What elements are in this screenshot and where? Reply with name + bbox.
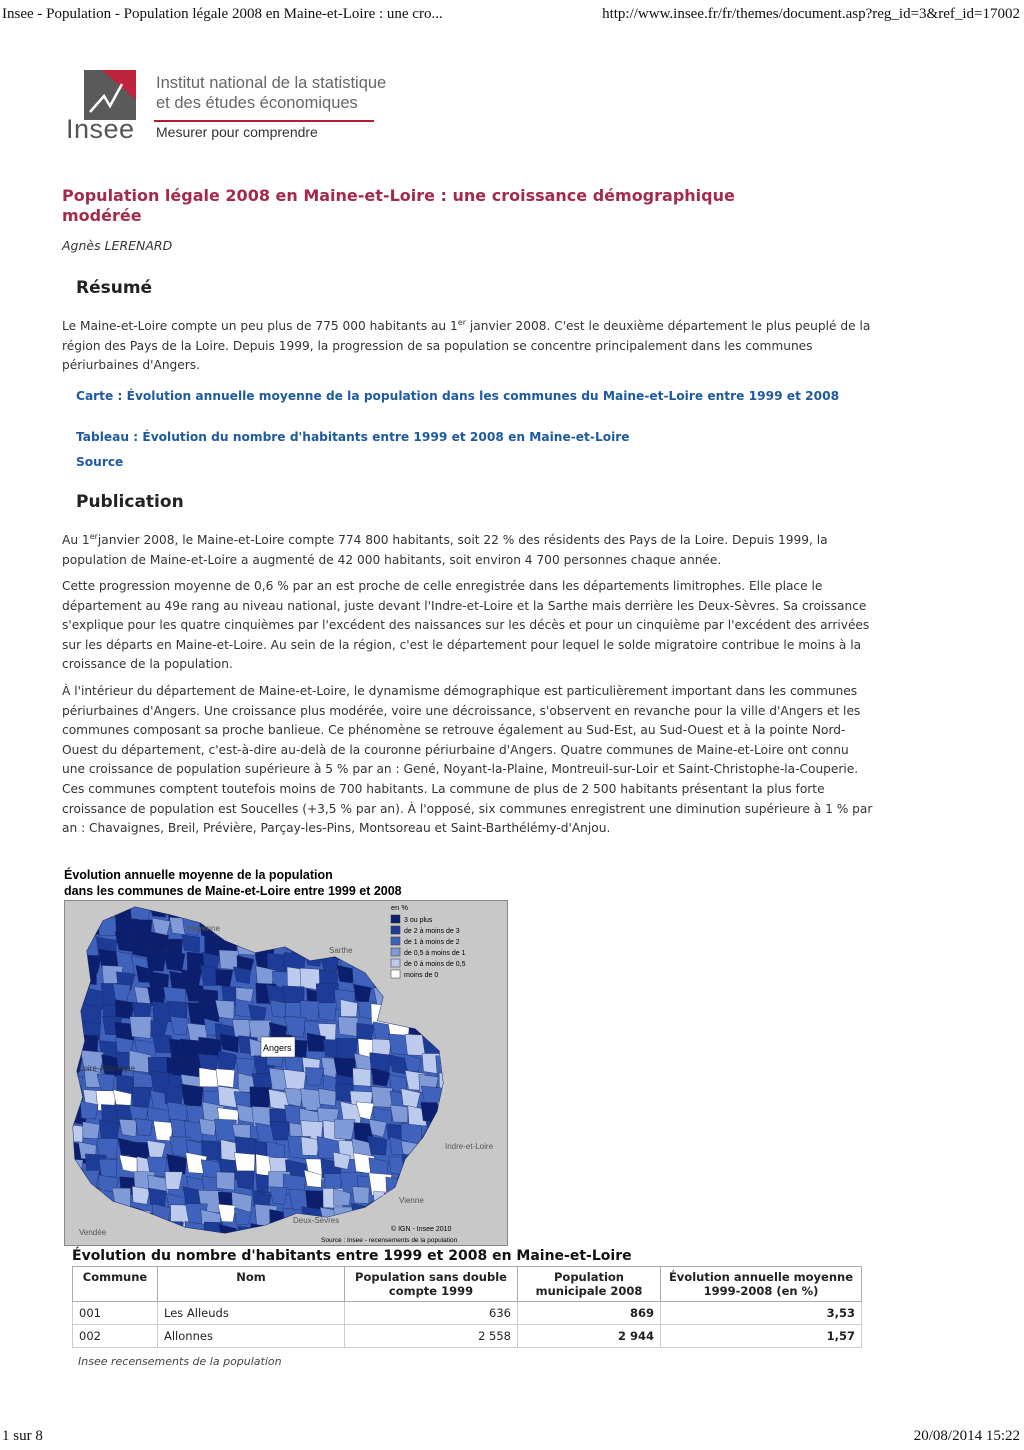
col-header-pop-1999: Population sans double compte 1999 <box>345 1267 518 1302</box>
publication-paragraph-1: Au 1erjanvier 2008, le Maine-et-Loire compte 774 800 habitants, soit 22 % des résidents des Pays de la Loire. Depuis 1999, la population de Maine-et-Loire a augmenté de 42 000 habitants, soit environ 4 700 personnes chaque année. <box>62 531 828 567</box>
commune-area <box>219 950 239 970</box>
cell-nom: Allonnes <box>158 1325 345 1348</box>
publication-heading: Publication <box>76 492 184 512</box>
commune-area <box>353 1068 371 1086</box>
map-source: Source : Insee - recensements de la population <box>321 1237 458 1244</box>
resume-paragraph: Le Maine-et-Loire compte un peu plus de 775 000 habitants au 1er janvier 2008. C'est le deuxième département le plus peuplé de la région des Pays de la Loire. Depuis 1999, la progression de sa population se concentre principalement dans les communes périurbaines d'Angers. <box>62 317 871 373</box>
angers-label: Angers <box>263 1043 292 1053</box>
commune-area <box>318 1003 336 1021</box>
commune-area <box>372 1087 393 1108</box>
link-carte[interactable]: Carte : Évolution annuelle moyenne de la population dans les communes du Maine-et-Loire entre 1999 et 2008 <box>76 389 840 403</box>
neighbor-vienne-label: Vienne <box>399 1196 424 1205</box>
neighbor-loire-atlantique-label: Loire-Atlantique <box>79 1064 136 1073</box>
neighbor-vendee-label: Vendée <box>79 1228 107 1237</box>
logo-divider <box>154 120 374 122</box>
institute-name-line2: et des études économiques <box>156 94 358 112</box>
commune-area <box>215 970 233 988</box>
legend-swatch <box>391 937 400 945</box>
legend-unit: en % <box>391 903 409 912</box>
publication-paragraph-3: À l'intérieur du département de Maine-et-Loire, le dynamisme démographique est particulièrement important dans les communes périurbaines d'Angers. Une croissance plus modérée, voire une décroissance, s'observent en revanche pour la ville d'Angers et les communes composant sa proche banlieue. Ce phénomène se retrouve également au Sud-Est, au Sud-Ouest et à la pointe Nord-Ouest du département, c'est-à-dire au-delà de la couronne périurbaine d'Angers. Quatre communes de Maine-et-Loire ont connu une croissance de population supérieure à 5 % par an : Gené, Noyant-la-Plaine, Montreuil-sur-Loir et Saint-Christophe-la-Couperie. Ces communes comptent toutefois moins de 700 habitants. La commune de plus de 2 500 habitants présentant la plus forte croissance de population est Soucelles (+3,5 % par an). À l'opposé, six communes enregistrent une diminution supérieure à 1 % par an : Chavaignes, Breil, Prévière, Parçay-les-Pins, Montsoreau et Saint-Barthélémy-d'Anjou. <box>62 684 873 836</box>
col-header-commune: Commune <box>73 1267 158 1302</box>
commune-area <box>148 1188 167 1207</box>
cell-evolution: 1,57 <box>661 1325 862 1348</box>
legend-label: de 0 à moins de 0,5 <box>404 961 466 968</box>
legend-swatch <box>391 948 400 956</box>
neighbor-indre-et-loire-label: Indre-et-Loire <box>445 1142 494 1151</box>
legend-swatch <box>391 970 400 978</box>
commune-area <box>232 1019 250 1037</box>
link-tableau[interactable]: Tableau : Évolution du nombre d'habitants entre 1999 et 2008 en Maine-et-Loire <box>76 430 630 444</box>
commune-area <box>135 1118 152 1135</box>
legend-label: de 2 à moins de 3 <box>404 928 460 935</box>
institute-name-line1: Institut national de la statistique <box>156 74 387 92</box>
logo-tagline: Mesurer pour comprendre <box>156 124 318 140</box>
table-row <box>73 1325 862 1348</box>
col-header-evolution: Évolution annuelle moyenne 1999-2008 (en %) <box>661 1267 862 1302</box>
table-row <box>73 1302 862 1325</box>
insee-wordmark: Insee <box>66 114 135 144</box>
commune-area <box>338 1017 358 1037</box>
article-title: Population légale 2008 en Maine-et-Loire : une croissance démographique modérée <box>62 186 735 225</box>
table-title: Évolution du nombre d'habitants entre 1999 et 2008 en Maine-et-Loire <box>72 1248 632 1264</box>
commune-area <box>199 1119 216 1136</box>
cell-pop-2008: 869 <box>518 1302 661 1325</box>
legend-label: 3 ou plus <box>404 917 433 924</box>
legend-label: de 0,5 à moins de 1 <box>404 950 466 957</box>
commune-area <box>132 1186 150 1204</box>
link-source[interactable]: Source <box>76 455 124 469</box>
publication-paragraph-2: Cette progression moyenne de 0,6 % par an est proche de celle enregistrée dans les départements limitrophes. Elle place le département au 49e rang au niveau national, juste devant l'Indre-et-Loire et la Sarthe mais derrière les Deux-Sèvres. Sa croissance s'explique pour les quatre cinquièmes par l'excédent des naissances sur les décès et pour un cinquième par l'excédent des arrivées sur les départs en Maine-et-Loire. Au sein de la région, c'est le département pour lequel le solde migratoire contribue le moins à la croissance de la population. <box>62 579 870 672</box>
commune-area <box>132 1087 152 1107</box>
table-source: Insee recensements de la population <box>78 1355 282 1368</box>
commune-area <box>216 1069 235 1088</box>
commune-area <box>390 1105 408 1123</box>
table-header-row <box>73 1267 862 1302</box>
cell-commune: 001 <box>73 1302 158 1325</box>
commune-area <box>115 1000 134 1019</box>
commune-area <box>99 1159 117 1177</box>
map-title-line2: dans les communes de Maine-et-Loire entre 1999 et 2008 <box>64 884 402 898</box>
legend-swatch <box>391 915 400 923</box>
population-table <box>72 1266 862 1348</box>
print-footer-page: 1 sur 8 <box>2 1428 43 1444</box>
commune-area <box>199 1068 218 1087</box>
insee-logo-mark-icon <box>84 70 136 120</box>
article-author: Agnès LERENARD <box>62 238 173 253</box>
neighbor-deux-sevres-label: Deux-Sèvres <box>293 1216 340 1225</box>
col-header-nom: Nom <box>158 1267 345 1302</box>
cell-pop-1999: 636 <box>345 1302 518 1325</box>
commune-area <box>216 1172 234 1190</box>
cell-commune: 002 <box>73 1325 158 1348</box>
commune-area <box>182 935 200 953</box>
cell-nom: Les Alleuds <box>158 1302 345 1325</box>
commune-area <box>250 1087 271 1108</box>
commune-area <box>99 1120 119 1140</box>
print-header-title: Insee - Population - Population légale 2008 en Maine-et-Loire : une cro... <box>2 6 443 22</box>
commune-area <box>181 1084 203 1106</box>
cell-evolution: 3,53 <box>661 1302 862 1325</box>
neighbor-mayenne-label: Mayenne <box>187 924 220 933</box>
commune-area <box>235 1171 254 1190</box>
legend-swatch <box>391 926 400 934</box>
map-title <box>64 867 402 899</box>
commune-area <box>130 1017 152 1039</box>
commune-area <box>319 1088 336 1105</box>
commune-area <box>164 950 185 971</box>
print-footer-date: 20/08/2014 15:22 <box>913 1428 1020 1444</box>
resume-heading: Résumé <box>76 278 153 298</box>
col-header-pop-2008: Population municipale 2008 <box>518 1267 661 1302</box>
legend-label: de 1 à moins de 2 <box>404 939 460 946</box>
commune-area <box>117 1245 137 1246</box>
commune-area <box>146 951 166 971</box>
cell-pop-2008: 2 944 <box>518 1325 661 1348</box>
insee-logo[interactable] <box>66 68 406 148</box>
print-header-url: http://www.insee.fr/fr/themes/document.asp?reg_id=3&ref_id=17002 <box>602 6 1020 22</box>
map-title-line1: Évolution annuelle moyenne de la population <box>64 868 333 882</box>
legend-swatch <box>391 959 400 967</box>
commune-area <box>352 1186 369 1203</box>
commune-area <box>234 1153 255 1174</box>
commune-area <box>335 1119 356 1140</box>
cell-pop-1999: 2 558 <box>345 1325 518 1348</box>
map-credit: © IGN - Insee 2010 <box>391 1226 452 1233</box>
legend-label: moins de 0 <box>404 972 439 979</box>
neighbor-sarthe-label: Sarthe <box>329 946 353 955</box>
commune-choropleth-map <box>64 900 508 1246</box>
commune-area <box>83 1122 100 1139</box>
